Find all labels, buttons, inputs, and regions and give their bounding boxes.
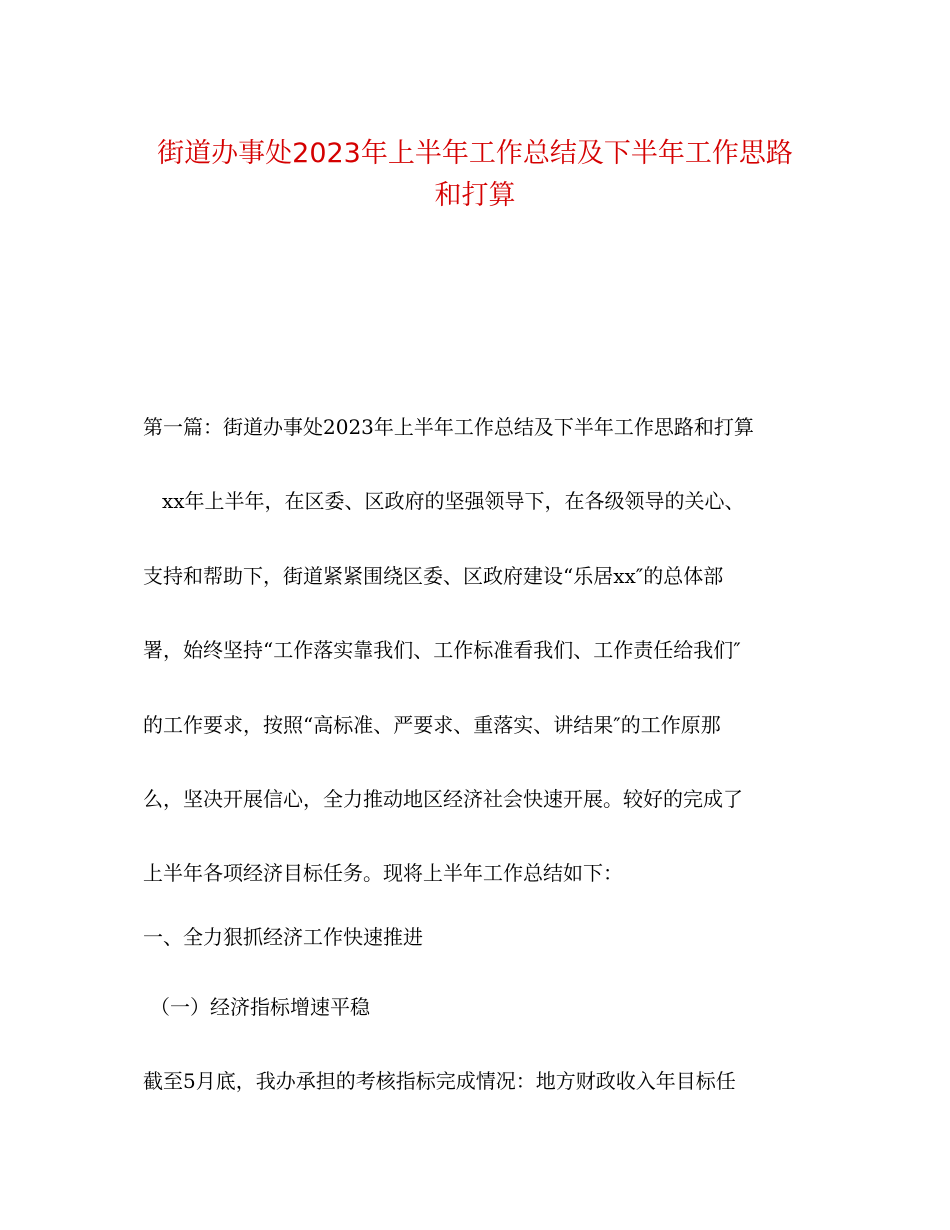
section-heading-first: 第一篇：街道办事处2023年上半年工作总结及下半年工作思路和打算 — [143, 415, 754, 439]
paragraph-line-7: 截至5月底，我办承担的考核指标完成情况：地方财政收入年目标任 — [143, 1069, 736, 1093]
paragraph-line-1: xx年上半年，在区委、区政府的坚强领导下，在各级领导的关心、 — [162, 489, 745, 513]
paragraph-line-6: 上半年各项经济目标任务。现将上半年工作总结如下： — [143, 861, 623, 885]
document-title-line-2: 和打算 — [434, 180, 516, 211]
paragraph-line-3: 署，始终坚持“工作落实靠我们、工作标准看我们、工作责任给我们″ — [143, 638, 741, 662]
subsection-heading-1: （一）经济指标增速平稳 — [150, 995, 370, 1019]
paragraph-line-2: 支持和帮助下，街道紧紧围绕区委、区政府建设“乐居xx″的总体部 — [143, 564, 724, 588]
document-title-line-1: 街道办事处2023年上半年工作总结及下半年工作思路 — [157, 138, 793, 169]
paragraph-line-4: 的工作要求，按照“高标准、严要求、重落实、讲结果″的工作原那 — [143, 713, 721, 737]
paragraph-line-5: 么，坚决开展信心，全力推动地区经济社会快速开展。较好的完成了 — [143, 787, 743, 811]
section-heading-1: 一、全力狠抓经济工作快速推进 — [143, 925, 423, 949]
